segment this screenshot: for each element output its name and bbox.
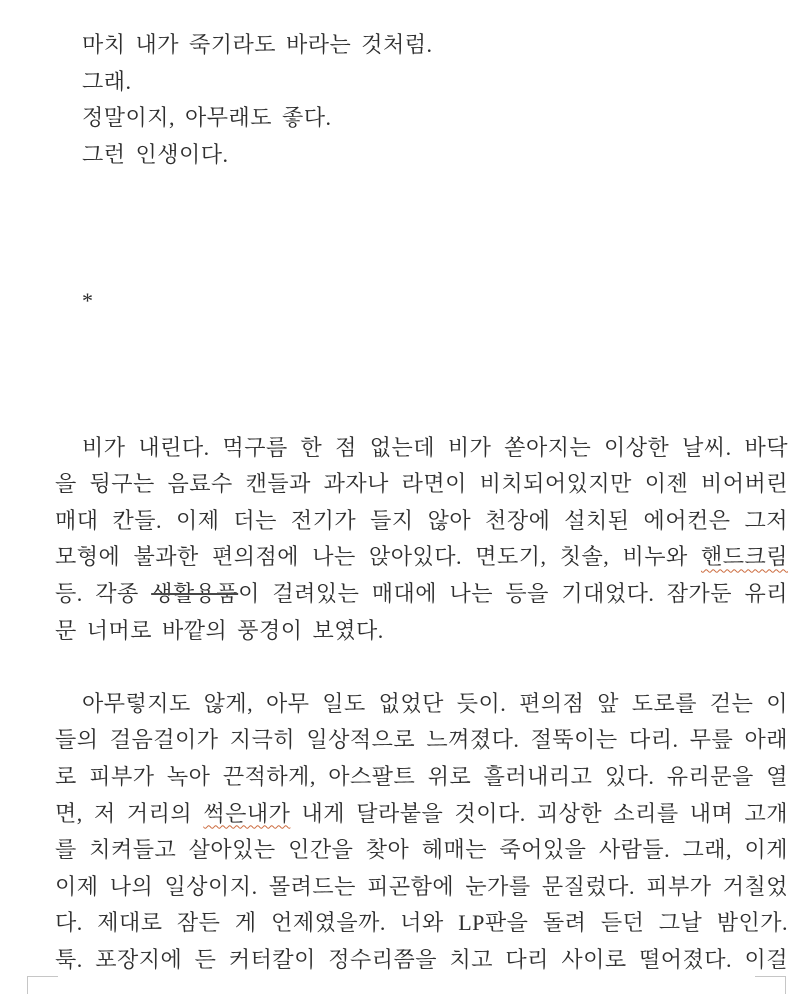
page-corner-mark-left [27,976,58,994]
paragraph [55,686,788,979]
text-line [55,430,788,467]
text-segment: 들의 걸음걸이가 지극히 일상적으로 느껴졌다. 절뚝이는 다리. 무릎 아래 [55,727,788,753]
section-divider: * [82,288,94,314]
text-segment: 면, 저 거리의 [55,800,204,826]
spellcheck-marked-word: 핸드크림 [700,544,788,570]
text-segment: 다. 제대로 잠든 게 언제였을까. 너와 LP판을 돌려 듣던 그날 밤인가. [55,910,788,936]
strikethrough-word: 생활용품 [151,580,239,606]
text-line [55,576,788,613]
text-line [55,869,788,906]
text-segment: 이제 나의 일상이지. 몰려드는 피곤함에 눈가를 문질렀다. 피부가 거칠었 [55,873,788,899]
page-corner-mark-right [755,976,786,994]
text-segment: 아무렇지도 않게, 아무 일도 없었단 듯이. 편의점 앞 도로를 걷는 이 [82,690,788,716]
text-line [55,759,788,796]
paragraphs-block [55,430,788,979]
text-segment: 등. 각종 [55,580,152,606]
text-segment: 모형에 불과한 편의점에 나는 앉아있다. 면도기, 칫솔, 비누와 [55,544,701,570]
vertical-gap [55,173,788,283]
text-segment: 매대 칸들. 이제 더는 전기가 들지 않아 천장에 설치된 에어컨은 그저 [55,507,788,533]
text-line [55,466,788,503]
text-line [55,539,788,576]
text-line: 그런 인생이다. [82,141,229,167]
text-segment: 을 뒹구는 음료수 캔들과 과자나 라면이 비치되어있지만 이젠 비어버린 [55,471,788,497]
text-segment: 로 피부가 녹아 끈적하게, 아스팔트 위로 흘러내리고 있다. 유리문을 열 [55,763,788,789]
text-line: 그래. [82,68,132,94]
vertical-gap [55,320,788,430]
text-line: 마치 내가 죽기라도 바라는 것처럼. [82,32,433,57]
text-segment: 문 너머로 바깥의 풍경이 보였다. [55,617,384,643]
text-line [55,832,788,869]
text-block [55,27,788,978]
text-line [55,503,788,540]
text-line [55,905,788,942]
text-line [55,722,788,759]
spellcheck-marked-word: 썩은내가 [203,800,291,826]
text-line [55,942,788,979]
vertical-gap [55,649,788,686]
text-segment: 를 치켜들고 살아있는 인간을 찾아 헤매는 죽어있을 사람들. 그래, 이게 [55,837,788,863]
text-line: 정말이지, 아무래도 좋다. [82,105,332,131]
text-segment: 툭. 포장지에 든 커터칼이 정수리쯤을 치고 다리 사이로 떨어졌다. 이걸 [55,946,788,972]
text-segment: 비가 내린다. 먹구름 한 점 없는데 비가 쏟아지는 이상한 날씨. 바닥 [82,434,788,460]
paragraph [55,430,788,650]
text-line [55,796,788,833]
text-segment: 내게 달라붙을 것이다. 괴상한 소리를 내며 고개 [290,800,788,826]
text-line [55,686,788,723]
text-line [55,613,788,650]
text-segment: 이 걸려있는 매대에 나는 등을 기대었다. 잠가둔 유리 [238,580,788,606]
opening-block [55,27,788,173]
